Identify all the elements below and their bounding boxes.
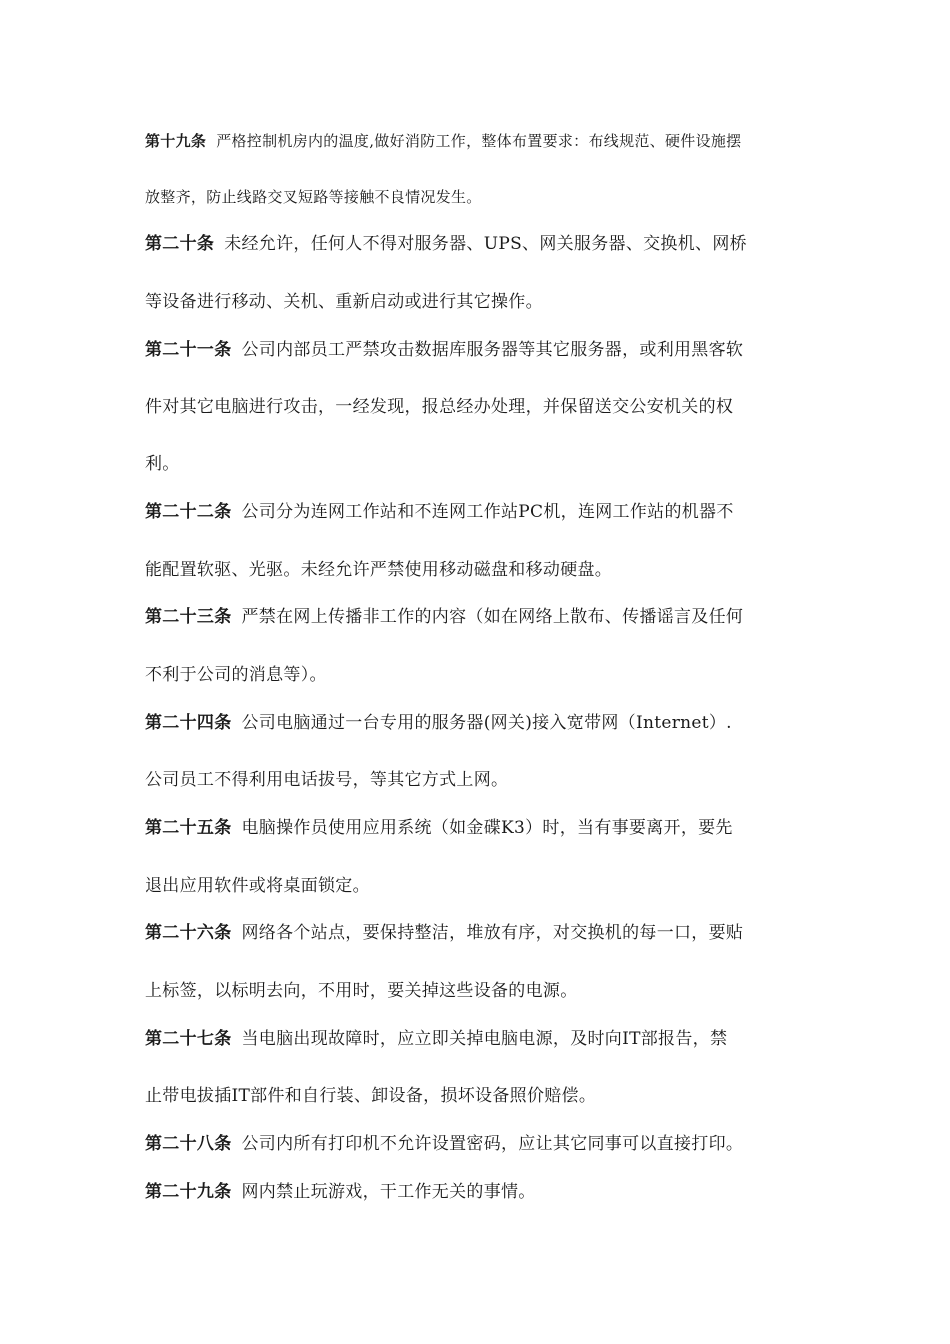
article-text: 公司电脑通过一台专用的服务器(网关)接入宽带网（Internet）.	[241, 713, 732, 733]
article-26-line-2	[145, 980, 578, 1002]
article-27-line-2	[145, 1085, 596, 1107]
article-21-line-3	[145, 453, 180, 475]
article-text: 公司分为连网工作站和不连网工作站PC机，连网工作站的机器不	[241, 502, 734, 522]
article-21-line-2	[145, 396, 733, 418]
article-text: 公司内部员工严禁攻击数据库服务器等其它服务器，或利用黑客软	[241, 340, 744, 360]
article-text: 当电脑出现故障时，应立即关掉电脑电源，及时向IT部报告，禁	[241, 1029, 728, 1049]
article-label: 第二十五条	[145, 818, 232, 838]
article-text: 放整齐，防止线路交叉短路等接触不良情况发生。	[145, 188, 482, 206]
article-text: 上标签，以标明去向，不用时，要关掉这些设备的电源。	[145, 981, 578, 1001]
article-19-line-1	[145, 130, 741, 152]
article-24-line-2	[145, 769, 508, 791]
article-22-line-2	[145, 559, 612, 581]
article-label: 第二十四条	[145, 713, 232, 733]
article-label: 第二十六条	[145, 923, 232, 943]
article-text: 退出应用软件或将桌面锁定。	[145, 876, 370, 896]
article-text: 不利于公司的消息等）。	[145, 665, 327, 685]
article-label: 第二十一条	[145, 340, 232, 360]
article-22-line-1	[145, 501, 734, 523]
article-text: 未经允许，任何人不得对服务器、UPS、网关服务器、交换机、网桥	[224, 234, 747, 254]
article-25-line-1	[145, 817, 733, 839]
article-label: 第二十九条	[145, 1182, 232, 1202]
article-20-line-1	[145, 233, 747, 255]
article-text: 公司内所有打印机不允许设置密码，应让其它同事可以直接打印。	[241, 1134, 744, 1154]
article-25-line-2	[145, 875, 370, 897]
article-text: 止带电拔插IT部件和自行装、卸设备，损坏设备照价赔偿。	[145, 1086, 597, 1106]
article-text: 严禁在网上传播非工作的内容（如在网络上散布、传播谣言及任何	[241, 607, 744, 627]
article-text: 等设备进行移动、关机、重新启动或进行其它操作。	[145, 292, 543, 312]
article-label: 第二十八条	[145, 1134, 232, 1154]
article-text: 网络各个站点，要保持整洁，堆放有序，对交换机的每一口，要贴	[241, 923, 744, 943]
article-text: 公司员工不得利用电话拔号，等其它方式上网。	[145, 770, 509, 790]
article-label: 第二十七条	[145, 1029, 232, 1049]
article-27-line-1	[145, 1028, 727, 1050]
article-text: 利。	[145, 454, 180, 474]
article-24-line-1	[145, 712, 732, 734]
article-19-line-2	[145, 186, 482, 208]
article-23-line-2	[145, 664, 327, 686]
article-29-line-1	[145, 1181, 536, 1203]
article-23-line-1	[145, 606, 743, 628]
article-label: 第十九条	[145, 132, 207, 150]
article-text: 件对其它电脑进行攻击，一经发现，报总经办处理，并保留送交公安机关的权	[145, 397, 734, 417]
article-text: 能配置软驱、光驱。未经允许严禁使用移动磁盘和移动硬盘。	[145, 560, 613, 580]
article-label: 第二十二条	[145, 502, 232, 522]
article-text: 严格控制机房内的温度,做好消防工作，整体布置要求：布线规范、硬件设施摆	[216, 132, 742, 150]
article-text: 网内禁止玩游戏，干工作无关的事情。	[241, 1182, 536, 1202]
article-text: 电脑操作员使用应用系统（如金碟K3）时，当有事要离开，要先	[241, 818, 733, 838]
article-label: 第二十三条	[145, 607, 232, 627]
article-26-line-1	[145, 922, 743, 944]
article-20-line-2	[145, 291, 543, 313]
article-28-line-1	[145, 1133, 743, 1155]
article-label: 第二十条	[145, 234, 215, 254]
article-21-line-1	[145, 339, 743, 361]
